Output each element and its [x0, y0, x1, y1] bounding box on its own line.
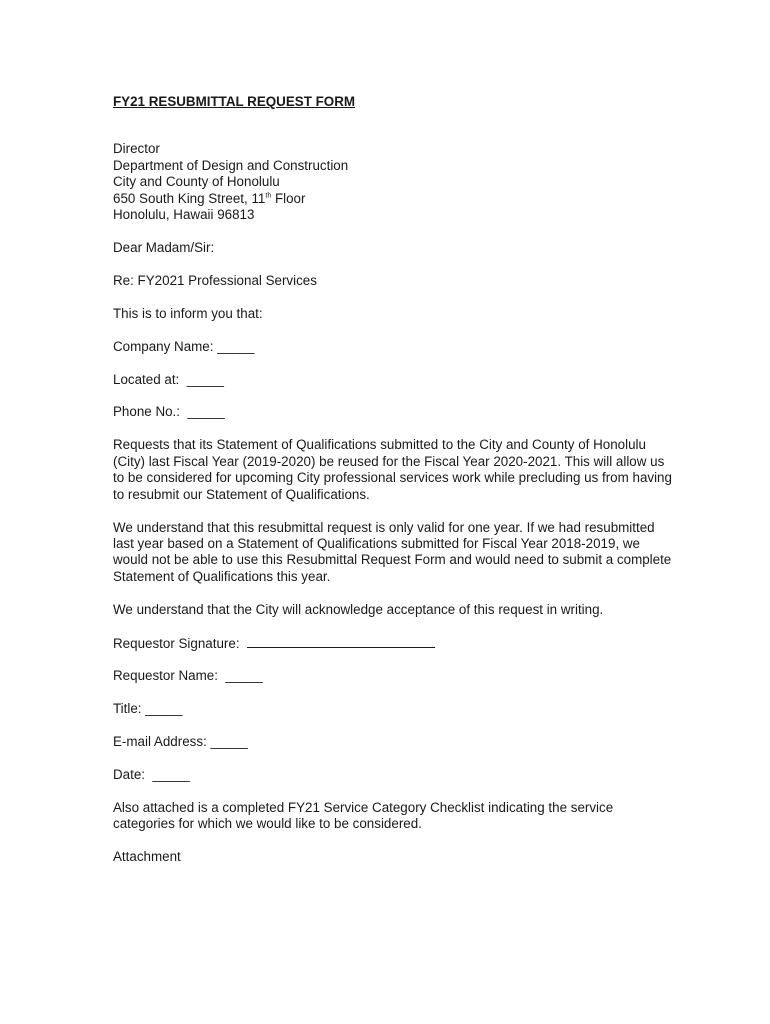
located-field[interactable]: _____ — [186, 371, 224, 387]
form-title: FY21 RESUBMITTAL REQUEST FORM — [113, 94, 356, 109]
address-street: 650 South King Street, 11 — [113, 190, 266, 206]
subject-line: Re: FY2021 Professional Services — [113, 272, 317, 288]
company-name-label: Company Name: — [113, 338, 214, 354]
date-label: Date: — [113, 767, 146, 783]
address-line-1: Director — [113, 141, 160, 157]
date-field[interactable]: _____ — [152, 767, 190, 783]
phone-row — [113, 404, 673, 420]
document-page — [113, 94, 673, 882]
paragraph-acknowledge: We understand that the City will acknowledge acceptance of this request in writing. — [113, 601, 604, 617]
address-line-3: City and County of Honolulu — [113, 174, 280, 190]
title-field[interactable]: _____ — [145, 701, 183, 717]
requestor-name-field[interactable]: _____ — [225, 668, 263, 684]
attachment-label: Attachment — [113, 849, 181, 865]
phone-field[interactable]: _____ — [187, 404, 225, 420]
company-name-row — [113, 339, 673, 355]
address-line-5: Honolulu, Hawaii 96813 — [113, 207, 255, 223]
email-row — [113, 734, 673, 750]
email-label: E-mail Address: — [113, 734, 207, 750]
located-label: Located at: — [113, 371, 180, 387]
address-floor: Floor — [271, 190, 306, 206]
signature-row — [113, 635, 673, 652]
title-row — [113, 701, 673, 717]
email-field[interactable]: _____ — [210, 734, 248, 750]
phone-label: Phone No.: — [113, 404, 180, 420]
address-line-2: Department of Design and Construction — [113, 157, 349, 173]
salutation: Dear Madam/Sir: — [113, 239, 215, 255]
company-name-field[interactable]: _____ — [217, 338, 255, 354]
title-label: Title: — [113, 701, 142, 717]
signature-label: Requestor Signature: — [113, 635, 240, 651]
intro-line: This is to inform you that: — [113, 305, 263, 321]
paragraph-request: Requests that its Statement of Qualifications submitted to the City and County of Honolulu (City) last Fiscal Year (2019-2020) be reused for the Fiscal Year 2020-2021. This will allow us to be considered for upcoming City professional services work while precluding us from having to resubmit our Statement of Qualifications. — [113, 437, 672, 502]
paragraph-attachment-note: Also attached is a completed FY21 Service Category Checklist indicating the service categories for which we would like to be considered. — [113, 800, 614, 832]
requestor-name-row — [113, 668, 673, 684]
recipient-address — [113, 141, 673, 223]
requestor-name-label: Requestor Name: — [113, 668, 218, 684]
date-row — [113, 767, 673, 783]
address-floor-suffix: th — [265, 192, 272, 200]
address-line-4 — [113, 191, 673, 207]
paragraph-validity: We understand that this resubmittal request is only valid for one year. If we had resubmitted last year based on a Statement of Qualifications submitted for Fiscal Year 2018-2019, we would not be able to use this Resubmittal Request Form and would need to submit a complete Statement of Qualifications this year. — [113, 519, 672, 584]
signature-field[interactable] — [247, 635, 435, 648]
located-row — [113, 372, 673, 388]
